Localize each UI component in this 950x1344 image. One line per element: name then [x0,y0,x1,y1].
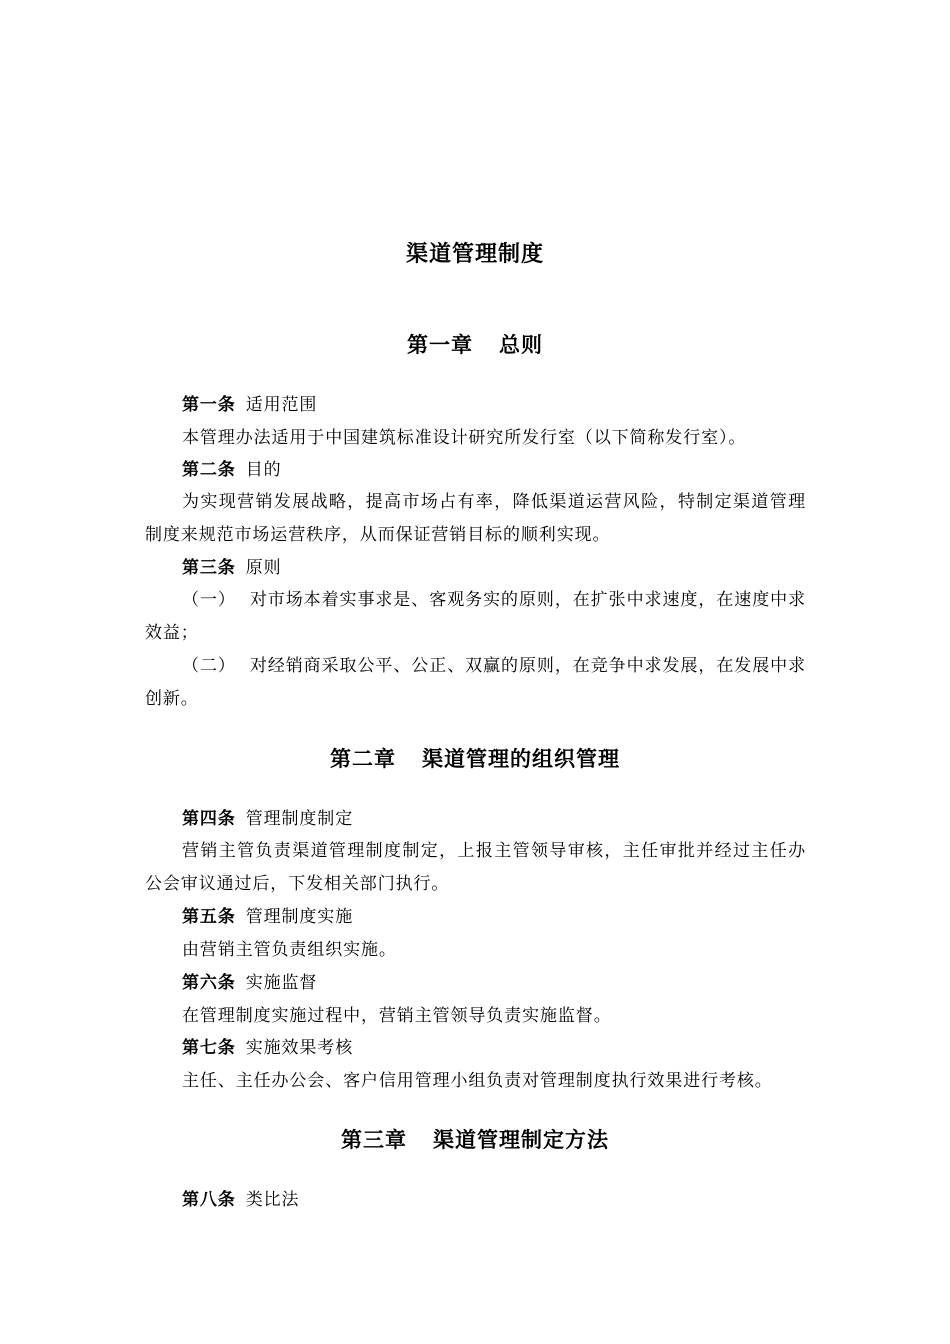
article-5-heading [182,906,353,928]
article-6-name: 实施监督 [245,973,318,993]
article-3-heading [182,557,282,579]
item-1-mark: （一） [182,590,236,610]
chapter-3-name: 渠道管理制定方法 [433,1127,609,1152]
document-title: 渠道管理制度 [405,241,544,267]
article-6-body: 在管理制度实施过程中，营销主管领导负责实施监督。 [182,1006,612,1026]
article-2-name: 目的 [245,460,282,480]
chapter-1-heading [0,329,950,359]
article-6-number: 第六条 [182,973,236,993]
article-6-heading [182,972,317,994]
article-1-heading [182,394,317,416]
article-1-body: 本管理办法适用于中国建筑标准设计研究所发行室（以下简称发行室）。 [182,428,747,448]
chapter-1-name: 总则 [499,332,543,357]
article-4-name: 管理制度制定 [245,809,354,829]
item-2-text: 对经销商采取公平、公正、双赢的原则，在竞争中求发展，在发展中求创新。 [145,656,806,709]
chapter-3-heading [0,1124,950,1154]
article-4-heading [182,808,353,830]
article-4-number: 第四条 [182,809,236,829]
article-3-item-1 [145,584,806,650]
chapter-2-number: 第二章 [330,746,396,771]
article-2-heading [182,459,282,481]
article-4-body: 营销主管负责渠道管理制度制定，上报主管领导审核，主任审批并经过主任办公会审议通过后，下发相关部门执行。 [145,841,806,894]
article-5-name: 管理制度实施 [245,907,354,927]
article-7-heading [182,1037,353,1059]
item-2-mark: （二） [182,656,236,676]
article-5-number: 第五条 [182,907,236,927]
article-8-heading [182,1189,299,1211]
chapter-1-number: 第一章 [407,332,473,357]
article-3-name: 原则 [245,558,282,578]
chapter-2-heading [0,743,950,773]
article-3-item-2 [145,650,806,716]
article-7-body: 主任、主任办公会、客户信用管理小组负责对管理制度执行效果进行考核。 [182,1071,773,1091]
article-1-number: 第一条 [182,395,236,415]
article-1-name: 适用范围 [245,395,318,415]
article-8-number: 第八条 [182,1190,236,1210]
article-7-number: 第七条 [182,1038,236,1058]
article-5-body: 由营销主管负责组织实施。 [182,940,397,960]
article-2-body: 为实现营销发展战略，提高市场占有率，降低渠道运营风险，特制定渠道管理制度来规范市场运营秩序，从而保证营销目标的顺利实现。 [145,492,806,545]
chapter-3-number: 第三章 [341,1127,407,1152]
article-2-number: 第二条 [182,460,236,480]
item-1-text: 对市场本着实事求是、客观务实的原则，在扩张中求速度，在速度中求效益； [145,590,806,643]
article-7-name: 实施效果考核 [245,1038,354,1058]
chapter-2-name: 渠道管理的组织管理 [422,746,620,771]
article-8-name: 类比法 [245,1190,300,1210]
article-3-number: 第三条 [182,558,236,578]
